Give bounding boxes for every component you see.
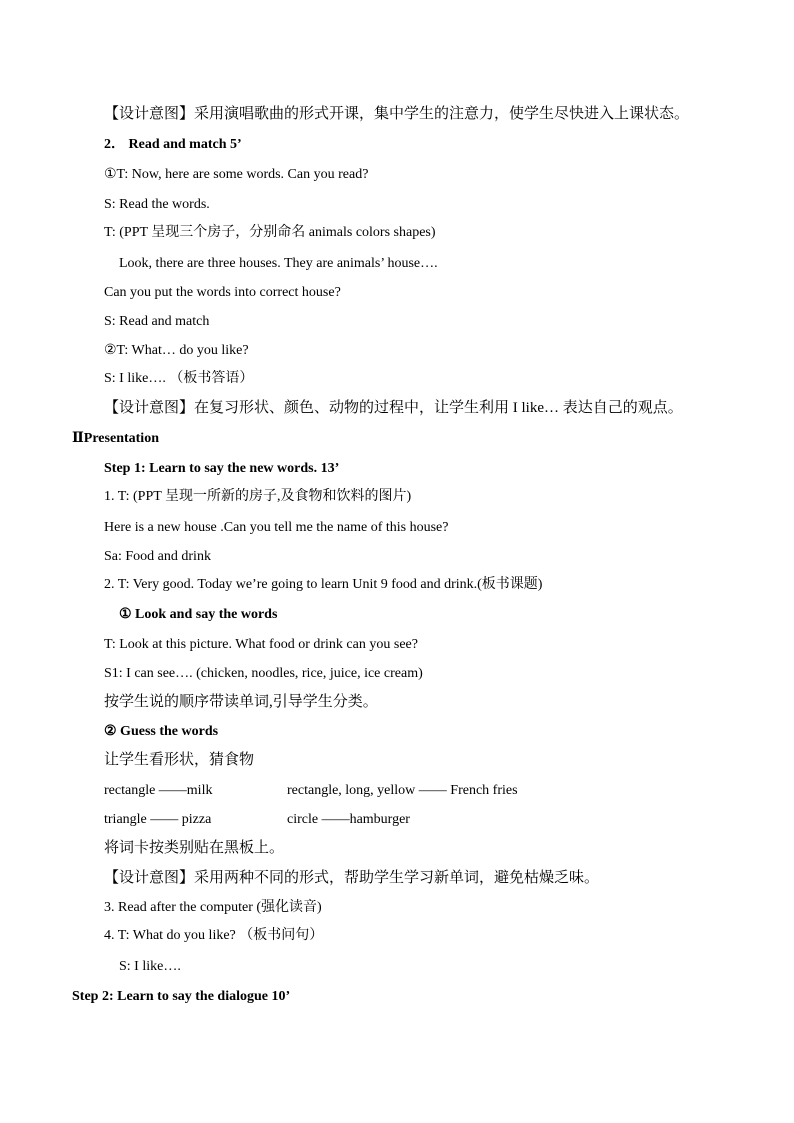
text-line: 将词卡按类别贴在黑板上。 <box>104 840 285 856</box>
step-2-heading: Step 2: Learn to say the dialogue 10’ <box>72 989 291 1004</box>
text-line: 3. Read after the computer (强化读音) <box>104 900 322 915</box>
design-intent-2: 【设计意图】在复习形状、颜色、动物的过程中，让学生利用 I like… 表达自己的观点。 <box>104 400 683 416</box>
section-read-and-match: 2． Read and match 5’ <box>104 137 242 152</box>
text-line: circle ——hamburger <box>287 812 410 827</box>
text-line: S1: I can see…. (chicken, noodles, rice, juice, ice cream) <box>104 666 423 681</box>
text-line: S: Read the words. <box>104 197 210 212</box>
section-presentation: ⅡPresentation <box>72 431 159 446</box>
text-line: 让学生看形状，猜食物 <box>104 752 255 768</box>
text-line: T: Look at this picture. What food or drink can you see? <box>104 637 418 652</box>
subheading-look-and-say: ① Look and say the words <box>119 607 278 622</box>
text-line: ②T: What… do you like? <box>104 343 249 358</box>
design-intent-1: 【设计意图】采用演唱歌曲的形式开课，集中学生的注意力，使学生尽快进入上课状态。 <box>104 106 690 122</box>
text-line: ①T: Now, here are some words. Can you read? <box>104 167 369 182</box>
text-line: rectangle ——milk <box>104 783 213 798</box>
text-line: Can you put the words into correct house? <box>104 285 341 300</box>
text-line: 2. T: Very good. Today we’re going to learn Unit 9 food and drink.(板书课题) <box>104 577 543 592</box>
text-line: 按学生说的顺序带读单词,引导学生分类。 <box>104 694 378 710</box>
text-line: Here is a new house .Can you tell me the name of this house? <box>104 520 449 535</box>
subheading-guess-the-words: ② Guess the words <box>104 724 219 739</box>
text-line: S: I like…. <box>119 959 181 974</box>
text-line: Look, there are three houses. They are animals’ house…. <box>119 256 438 271</box>
text-line: rectangle, long, yellow —— French fries <box>287 783 518 798</box>
text-line: S: I like…. （板书答语） <box>104 371 254 386</box>
step-1-heading: Step 1: Learn to say the new words. 13’ <box>104 461 340 476</box>
text-line: 4. T: What do you like? （板书问句） <box>104 928 324 943</box>
text-line: T: (PPT 呈现三个房子，分别命名 animals colors shapes) <box>104 225 436 240</box>
text-line: triangle —— pizza <box>104 812 212 827</box>
text-line: Sa: Food and drink <box>104 549 211 564</box>
text-line: 1. T: (PPT 呈现一所新的房子,及食物和饮料的图片) <box>104 489 412 504</box>
design-intent-3: 【设计意图】采用两种不同的形式，帮助学生学习新单词，避免枯燥乏味。 <box>104 870 600 886</box>
text-line: S: Read and match <box>104 314 210 329</box>
